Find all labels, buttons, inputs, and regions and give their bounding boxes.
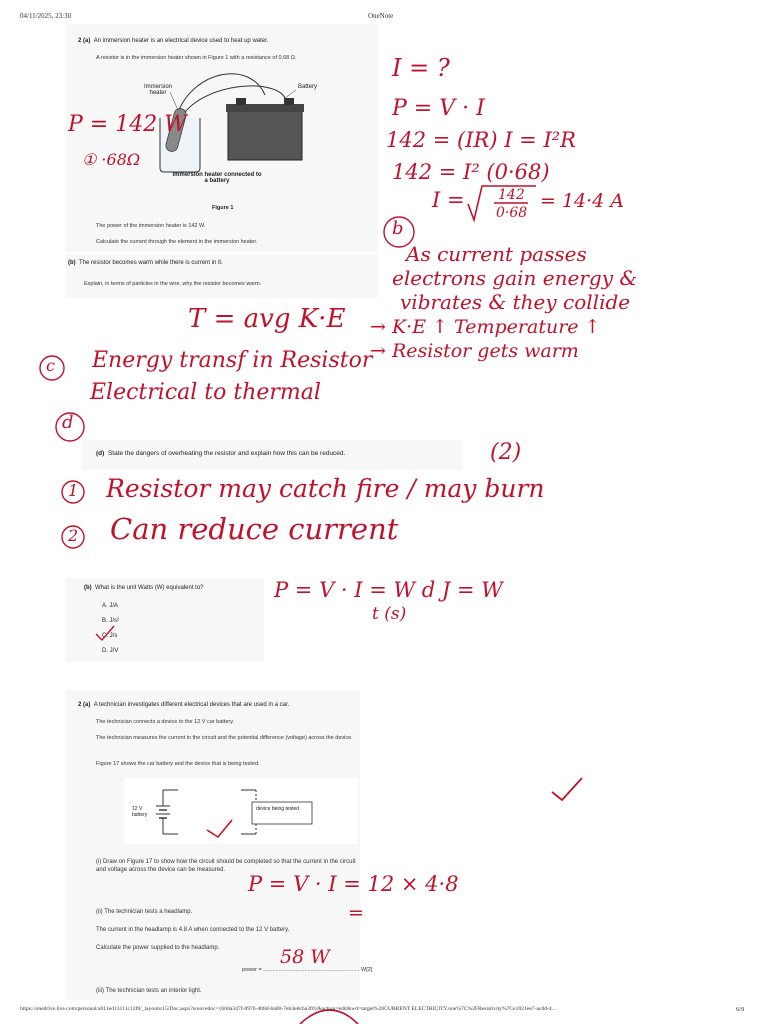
power-answer-line: power = ............................................................... W[2] [242,967,373,973]
mcq-option-a[interactable]: A. J/A [102,603,119,609]
hw-d-label: d [62,412,74,433]
print-url: https://onedrive.live.com/personal/a011ed13111c12f0/_layouts/15/Doc.aspx?sourcedoc={660a347f-8976-408d-ba80-7eb3e0cba3f0}&action=edit&wd=target%28CURRENT ELECTRICITY.one%7C%2FResistivity%7Ce1021ee7-acdd-4… [20,1006,558,1012]
hw-line4-right: = 14·4 A [540,190,625,212]
tech-p1: The technician connects a device to the 12 V car battery. [96,719,235,725]
tech-intro: 2 (a) A technician investigates different electrical devices that are used in a car. [78,702,290,708]
tech-part-i: (i) Draw on Figure 17 to show how the circuit should be completed so that the current in the circuit and voltage across the device can be measured. [96,859,356,873]
hw-c1: Energy transf in Resistor [92,348,373,373]
mcq-question: (b) What is the unit Watts (W) equivalent to? [84,585,204,591]
label-battery: Battery [298,84,318,90]
hw-temp-equation: T = avg K·E [188,304,346,334]
hw-resistance-068: ① ·68Ω [82,150,141,169]
hw-line2: 142 = (IR) I = I²R [386,128,576,152]
hw-b3: vibrates & they collide [400,290,631,314]
hw-d2-num: 2 [68,526,79,545]
hw-answer-58w: 58 W [280,946,330,968]
hw-b2: electrons gain energy & [392,266,638,290]
question-number: 2 (a) An immersion heater is an electrical device used to heat up water. [78,38,269,44]
hw-marks-2: (2) [490,440,522,465]
figure-label: Figure 1 [212,205,234,211]
part-b-explain: Explain, in terms of particles in the wire, why the resistor becomes warm. [84,281,262,287]
label-immersion-heater: Immersion heater [143,84,172,96]
tech-p3: Figure 17 shows the car battery and the device that is being tested. [96,761,260,767]
hw-unit-equation: P = V · I = W d J = W [274,578,503,602]
hw-b4: → K·E ↑ Temperature ↑ [370,316,601,338]
print-app-title: OneNote [368,12,394,20]
hw-frac-bottom: 0·68 [496,205,528,221]
hw-i-question: I = ? [392,54,450,82]
hw-d2: Can reduce current [110,512,399,546]
hw-power-formula: P = V · I [392,96,485,121]
tech-part-ii: (ii) The technician tests a headlamp. [96,909,193,915]
hw-b1: As current passes [406,242,587,266]
mcq-option-c[interactable]: C. J/s [102,633,118,639]
hw-line3: 142 = I² (0·68) [392,160,550,184]
hw-d1: Resistor may catch fire / may burn [106,474,545,503]
hw-unit-sub: t (s) [372,604,407,624]
hw-b-label: b [392,218,404,239]
hw-frac-top: 142 [498,187,525,203]
hw-power-142: P = 142 W [68,112,187,137]
calc-text: Calculate the current through the element in the immersion heater. [96,239,258,245]
label-12v-battery: 12 V battery [132,806,148,818]
tech-ii-current: The current in the headlamp is 4.8 A when connected to the 12 V battery. [96,927,290,933]
tech-part-iii: (iii) The technician tests an interior light. [96,988,202,994]
figure-caption: Immersion heater connected to a battery [172,172,262,184]
hw-b5: → Resistor gets warm [370,340,579,362]
hw-line4-left: I = [432,188,465,212]
tech-ii-calc: Calculate the power supplied to the headlamp. [96,945,220,951]
part-b-text: (b) The resistor becomes warm while there is current in it. [68,260,223,266]
tech-p2: The technician measures the current in the circuit and the potential difference (voltage) across the device. [96,735,353,741]
hw-power-calc: P = V · I = 12 × 4·8 [248,872,459,896]
page-number: 6/9 [736,1006,745,1013]
label-device-tested: device being tested [256,806,300,812]
part-d-text: (d) State the dangers of overheating the resistor and explain how this can be reduced. [96,450,346,457]
hw-d1-num: 1 [68,481,79,500]
power-text: The power of the immersion heater is 142 W. [96,223,206,229]
mcq-option-b[interactable]: B. J/s² [102,618,120,624]
print-datetime: 04/11/2025, 23:30 [20,12,72,20]
hw-c2: Electrical to thermal [90,380,321,405]
mcq-option-d[interactable]: D. J/V [102,648,119,654]
resistor-text: A resistor is in the immersion heater shown in Figure 1 with a resistance of 0.68 Ω. [96,55,297,61]
hw-equals: = [348,902,364,924]
hw-c-label: c [46,356,55,375]
